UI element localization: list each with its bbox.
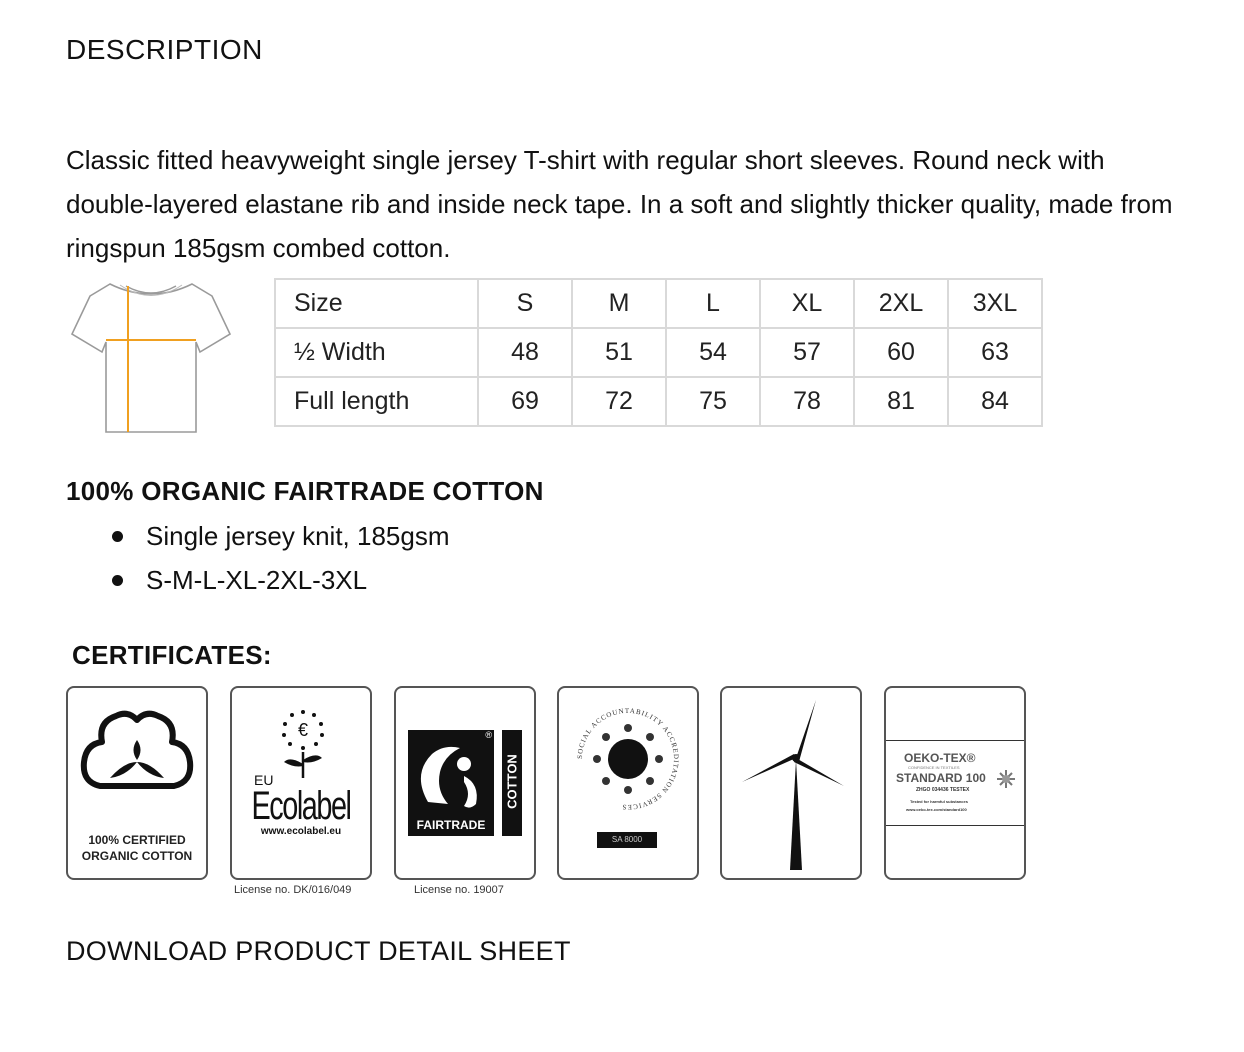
list-item-text: Single jersey knit, 185gsm: [146, 521, 450, 551]
table-cell: 60: [854, 328, 948, 377]
oeko-tex-standard: STANDARD 100: [896, 771, 986, 785]
fairtrade-side-block: [502, 730, 522, 836]
fairtrade-reg: ®: [485, 730, 492, 740]
sa8000-ring-text: SOCIAL ACCOUNTABILITY ACCREDITATION SERVICES: [575, 706, 681, 812]
cert-caption-line: 100% CERTIFIED: [88, 833, 186, 847]
ecolabel-license: License no. DK/016/049: [234, 884, 352, 896]
size-header-cell: XL: [760, 279, 854, 328]
bullet-icon: [112, 531, 123, 542]
material-heading: 100% ORGANIC FAIRTRADE COTTON: [66, 476, 544, 506]
fairtrade-license: License no. 19007: [414, 884, 504, 896]
svg-text:€: €: [297, 720, 309, 740]
cert-organic-cotton: [66, 686, 208, 880]
table-cell: 69: [478, 377, 572, 426]
list-item-text: S-M-L-XL-2XL-3XL: [146, 565, 368, 595]
table-cell: 63: [948, 328, 1042, 377]
cotton-flower-icon: [80, 702, 194, 802]
table-cell: 57: [760, 328, 854, 377]
fairtrade-side-label: COTTON: [504, 754, 520, 809]
size-header-cell: M: [572, 279, 666, 328]
table-cell: 81: [854, 377, 948, 426]
oeko-tex-icon: [996, 769, 1016, 789]
description-heading: DESCRIPTION: [66, 34, 263, 65]
oeko-tex-title: OEKO-TEX®: [904, 751, 976, 765]
description-text: Classic fitted heavyweight single jersey T-shirt with regular short sleeves. Round neck with double-layered elastane rib and inside neck tape. In a soft and slightly thicker quality, made from ringspun 185gsm combed cotton.: [66, 145, 1173, 263]
cert-caption-line: ORGANIC COTTON: [81, 849, 193, 863]
table-cell: 51: [572, 328, 666, 377]
ecolabel-flower-icon: [274, 706, 332, 780]
table-cell: 54: [666, 328, 760, 377]
fairtrade-label: FAIRTRADE: [416, 818, 486, 832]
fairtrade-block: [408, 730, 494, 836]
table-cell: 72: [572, 377, 666, 426]
cert-oeko-tex: [884, 686, 1026, 880]
table-cell: 84: [948, 377, 1042, 426]
size-header-cell: L: [666, 279, 760, 328]
row-label: Full length: [275, 377, 478, 426]
wind-turbine-icon: [732, 698, 850, 870]
table-row: [275, 328, 1042, 377]
table-cell: 75: [666, 377, 760, 426]
cert-sa8000: [557, 686, 699, 880]
certificates-heading: CERTIFICATES:: [72, 640, 272, 670]
list-item: [106, 514, 449, 558]
oeko-tex-sub: CONFIDENCE IN TEXTILES: [908, 765, 960, 770]
oeko-tex-note: www.oeko-tex.com/standard100: [906, 807, 967, 812]
sa8000-seal-icon: [571, 702, 685, 816]
cert-eu-ecolabel: [230, 686, 372, 880]
size-header-row: [275, 279, 1042, 328]
size-table: [274, 278, 1043, 427]
size-header-cell: 3XL: [948, 279, 1042, 328]
bullet-icon: [112, 575, 123, 586]
oeko-tex-code: ZHGO 034436 TESTEX: [916, 787, 970, 793]
row-label: ½ Width: [275, 328, 478, 377]
oeko-tex-note: Tested for harmful substances: [910, 799, 968, 804]
size-header-cell: 2XL: [854, 279, 948, 328]
table-cell: 78: [760, 377, 854, 426]
tshirt-measurement-icon: [68, 276, 236, 440]
download-sheet-link[interactable]: DOWNLOAD PRODUCT DETAIL SHEET: [66, 936, 571, 966]
size-header-label: Size: [275, 279, 478, 328]
fairtrade-mark-icon: [414, 738, 488, 814]
cert-wind-energy: [720, 686, 862, 880]
table-cell: 48: [478, 328, 572, 377]
ecolabel-url: www.ecolabel.eu: [260, 826, 342, 837]
size-header-cell: S: [478, 279, 572, 328]
ecolabel-name: Ecolabel: [251, 784, 351, 828]
sa8000-badge: SA 8000: [597, 832, 657, 848]
cert-fairtrade: [394, 686, 536, 880]
oeko-tex-label: [886, 740, 1024, 826]
feature-list: [106, 514, 449, 602]
table-row: [275, 377, 1042, 426]
list-item: [106, 558, 449, 602]
ecolabel-eu: EU: [254, 772, 274, 788]
